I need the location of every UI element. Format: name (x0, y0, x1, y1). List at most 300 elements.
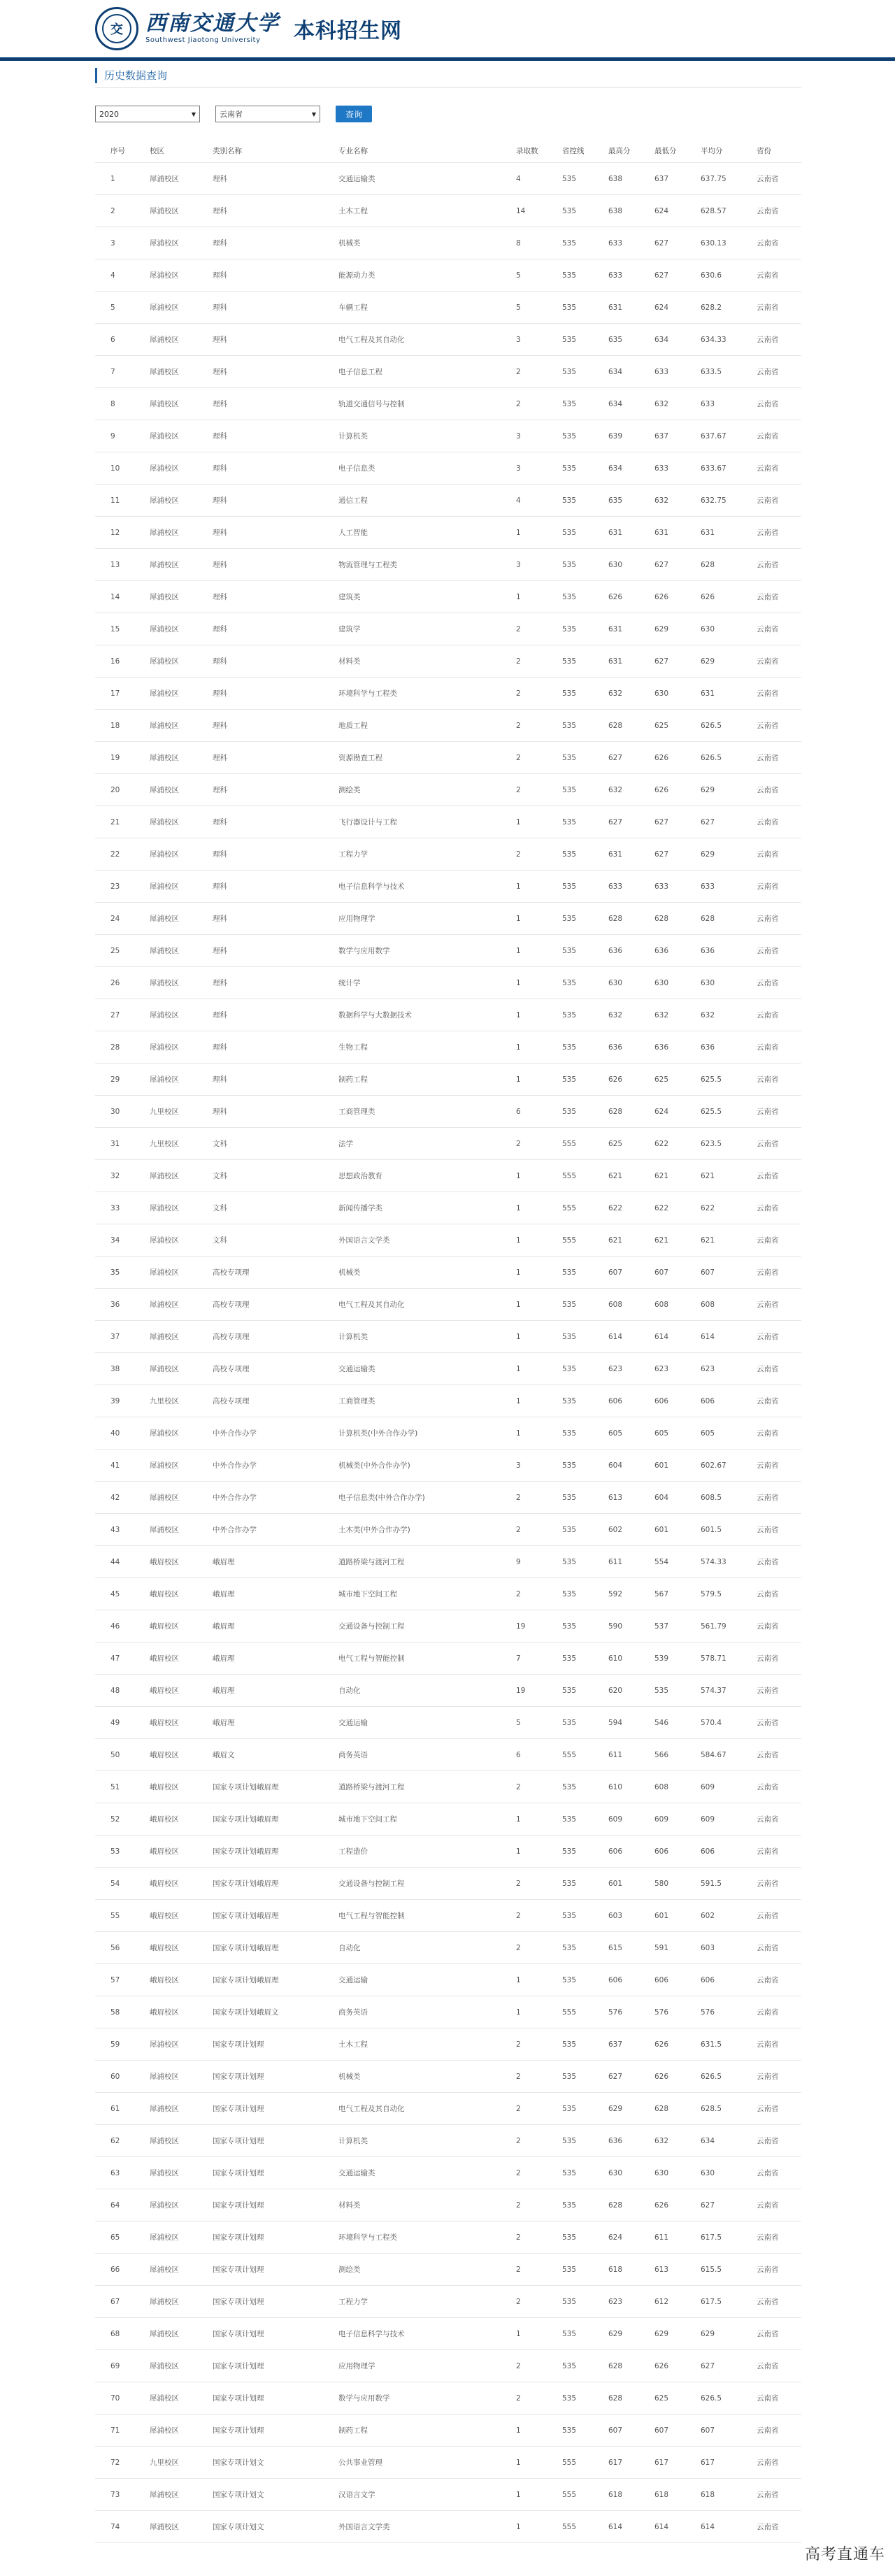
cell-seq: 68 (95, 2318, 134, 2350)
cell-admitted: 19 (501, 1610, 547, 1643)
cell-control-line: 535 (547, 1031, 593, 1064)
cell-campus: 犀浦校区 (134, 549, 197, 581)
cell-major: 机械类 (323, 1257, 501, 1289)
cell-control-line: 535 (547, 1707, 593, 1739)
cell-category: 理科 (197, 903, 323, 935)
cell-seq: 24 (95, 903, 134, 935)
cell-category: 国家专项计划文 (197, 2447, 323, 2479)
cell-min-score: 606 (639, 1385, 685, 1417)
cell-min-score: 537 (639, 1610, 685, 1643)
cell-province: 云南省 (741, 2093, 801, 2125)
cell-seq: 49 (95, 1707, 134, 1739)
cell-avg-score: 630.13 (685, 227, 741, 259)
cell-control-line: 535 (547, 420, 593, 452)
cell-major: 车辆工程 (323, 292, 501, 324)
cell-category: 高校专项理 (197, 1289, 323, 1321)
cell-control-line: 555 (547, 1128, 593, 1160)
cell-admitted: 1 (501, 1964, 547, 1996)
cell-avg-score: 607 (685, 2414, 741, 2447)
cell-min-score: 617 (639, 2447, 685, 2479)
cell-min-score: 626 (639, 742, 685, 774)
cell-admitted: 2 (501, 2189, 547, 2221)
cell-min-score: 604 (639, 1482, 685, 1514)
cell-major: 电子信息类(中外合作办学) (323, 1482, 501, 1514)
cell-category: 国家专项计划峨眉理 (197, 1932, 323, 1964)
cell-seq: 58 (95, 1996, 134, 2028)
cell-major: 电子信息科学与技术 (323, 2318, 501, 2350)
cell-seq: 67 (95, 2286, 134, 2318)
cell-category: 理科 (197, 742, 323, 774)
cell-major: 生物工程 (323, 1031, 501, 1064)
university-logo[interactable] (95, 4, 402, 53)
cell-min-score: 636 (639, 935, 685, 967)
cell-control-line: 535 (547, 163, 593, 195)
cell-campus: 峨眉校区 (134, 1739, 197, 1771)
cell-category: 国家专项计划理 (197, 2286, 323, 2318)
cell-admitted: 1 (501, 1417, 547, 1450)
cell-min-score: 634 (639, 324, 685, 356)
cell-admitted: 1 (501, 1996, 547, 2028)
cell-max-score: 637 (593, 2028, 639, 2061)
cell-category: 高校专项理 (197, 1257, 323, 1289)
cell-control-line: 535 (547, 1321, 593, 1353)
cell-seq: 54 (95, 1868, 134, 1900)
table-row (95, 1643, 801, 1675)
table-row (95, 1482, 801, 1514)
cell-province: 云南省 (741, 2382, 801, 2414)
cell-category: 国家专项计划文 (197, 2511, 323, 2543)
cell-province: 云南省 (741, 2061, 801, 2093)
cell-admitted: 3 (501, 324, 547, 356)
cell-province: 云南省 (741, 645, 801, 678)
cell-province: 云南省 (741, 871, 801, 903)
cell-major: 机械类 (323, 2061, 501, 2093)
cell-max-score: 604 (593, 1450, 639, 1482)
year-select[interactable] (95, 106, 200, 122)
cell-province: 云南省 (741, 613, 801, 645)
cell-campus: 犀浦校区 (134, 324, 197, 356)
cell-province: 云南省 (741, 420, 801, 452)
cell-max-score: 628 (593, 710, 639, 742)
cell-avg-score: 603 (685, 1932, 741, 1964)
table-row (95, 1739, 801, 1771)
cell-avg-score: 621 (685, 1224, 741, 1257)
table-row (95, 2318, 801, 2350)
cell-campus: 犀浦校区 (134, 388, 197, 420)
cell-min-score: 631 (639, 517, 685, 549)
cell-min-score: 591 (639, 1932, 685, 1964)
cell-province: 云南省 (741, 1192, 801, 1224)
cell-control-line: 535 (547, 710, 593, 742)
cell-category: 峨眉理 (197, 1546, 323, 1578)
cell-seq: 34 (95, 1224, 134, 1257)
cell-admitted: 1 (501, 1031, 547, 1064)
cell-control-line: 535 (547, 517, 593, 549)
cell-admitted: 2 (501, 838, 547, 871)
cell-min-score: 622 (639, 1192, 685, 1224)
cell-category: 中外合作办学 (197, 1514, 323, 1546)
cell-max-score: 633 (593, 227, 639, 259)
cell-category: 理科 (197, 838, 323, 871)
table-row (95, 1160, 801, 1192)
column-header-avg-score: 平均分 (685, 138, 741, 163)
cell-major: 电气工程及其自动化 (323, 2093, 501, 2125)
cell-control-line: 555 (547, 2511, 593, 2543)
cell-control-line: 535 (547, 2157, 593, 2189)
cell-avg-score: 631 (685, 678, 741, 710)
table-row (95, 259, 801, 292)
cell-min-score: 601 (639, 1450, 685, 1482)
cell-category: 国家专项计划峨眉理 (197, 1964, 323, 1996)
cell-avg-score: 625.5 (685, 1096, 741, 1128)
cell-min-score: 633 (639, 356, 685, 388)
table-row (95, 1803, 801, 1836)
cell-campus: 犀浦校区 (134, 2157, 197, 2189)
cell-avg-score: 626.5 (685, 2061, 741, 2093)
cell-province: 云南省 (741, 356, 801, 388)
cell-avg-score: 614 (685, 2511, 741, 2543)
cell-category: 理科 (197, 420, 323, 452)
cell-seq: 12 (95, 517, 134, 549)
column-header-province: 省份 (741, 138, 801, 163)
cell-min-score: 621 (639, 1160, 685, 1192)
cell-min-score: 621 (639, 1224, 685, 1257)
cell-province: 云南省 (741, 1771, 801, 1803)
chevron-down-icon: ▼ (191, 110, 196, 117)
cell-major: 工程力学 (323, 2286, 501, 2318)
cell-max-score: 631 (593, 838, 639, 871)
cell-control-line: 535 (547, 2093, 593, 2125)
cell-min-score: 627 (639, 227, 685, 259)
cell-control-line: 535 (547, 2061, 593, 2093)
cell-category: 国家专项计划峨眉理 (197, 1900, 323, 1932)
cell-control-line: 535 (547, 645, 593, 678)
cell-min-score: 601 (639, 1514, 685, 1546)
cell-major: 数据科学与大数据技术 (323, 999, 501, 1031)
cell-campus: 峨眉校区 (134, 1771, 197, 1803)
cell-major: 交通运输类 (323, 163, 501, 195)
cell-avg-score: 628.5 (685, 2093, 741, 2125)
cell-campus: 峨眉校区 (134, 1610, 197, 1643)
table-row (95, 1096, 801, 1128)
year-select-value: 2020 (99, 109, 119, 119)
cell-province: 云南省 (741, 324, 801, 356)
cell-max-score: 613 (593, 1482, 639, 1514)
cell-major: 土木工程 (323, 195, 501, 227)
cell-seq: 19 (95, 742, 134, 774)
cell-category: 国家专项计划理 (197, 2157, 323, 2189)
cell-max-score: 627 (593, 742, 639, 774)
table-row (95, 1385, 801, 1417)
cell-avg-score: 623.5 (685, 1128, 741, 1160)
cell-avg-score: 617 (685, 2447, 741, 2479)
cell-avg-score: 628.2 (685, 292, 741, 324)
cell-category: 国家专项计划峨眉文 (197, 1996, 323, 2028)
cell-max-score: 628 (593, 903, 639, 935)
cell-campus: 犀浦校区 (134, 2511, 197, 2543)
cell-category: 文科 (197, 1192, 323, 1224)
cell-admitted: 1 (501, 2447, 547, 2479)
cell-seq: 14 (95, 581, 134, 613)
cell-province: 云南省 (741, 2189, 801, 2221)
table-row (95, 1964, 801, 1996)
province-select[interactable] (215, 106, 320, 122)
cell-admitted: 2 (501, 1900, 547, 1932)
cell-province: 云南省 (741, 1450, 801, 1482)
cell-province: 云南省 (741, 517, 801, 549)
cell-campus: 犀浦校区 (134, 838, 197, 871)
cell-campus: 九里校区 (134, 2447, 197, 2479)
cell-campus: 犀浦校区 (134, 645, 197, 678)
cell-avg-score: 614 (685, 1321, 741, 1353)
cell-province: 云南省 (741, 2028, 801, 2061)
cell-admitted: 1 (501, 1257, 547, 1289)
table-row (95, 517, 801, 549)
cell-min-score: 629 (639, 2318, 685, 2350)
cell-avg-score: 570.4 (685, 1707, 741, 1739)
cell-campus: 峨眉校区 (134, 1836, 197, 1868)
cell-min-score: 624 (639, 1096, 685, 1128)
cell-campus: 峨眉校区 (134, 1707, 197, 1739)
cell-avg-score: 626.5 (685, 710, 741, 742)
table-row (95, 292, 801, 324)
cell-admitted: 1 (501, 935, 547, 967)
cell-major: 测绘类 (323, 2254, 501, 2286)
cell-avg-score: 627 (685, 2350, 741, 2382)
table-row (95, 2061, 801, 2093)
cell-avg-score: 637.75 (685, 163, 741, 195)
cell-category: 理科 (197, 871, 323, 903)
cell-admitted: 19 (501, 1675, 547, 1707)
cell-category: 理科 (197, 1064, 323, 1096)
cell-category: 理科 (197, 935, 323, 967)
cell-seq: 47 (95, 1643, 134, 1675)
cell-avg-score: 628 (685, 903, 741, 935)
cell-category: 理科 (197, 774, 323, 806)
cell-control-line: 535 (547, 1450, 593, 1482)
cell-admitted: 1 (501, 1803, 547, 1836)
cell-max-score: 631 (593, 517, 639, 549)
cell-major: 交通设备与控制工程 (323, 1868, 501, 1900)
cell-category: 国家专项计划理 (197, 2382, 323, 2414)
cell-min-score: 630 (639, 2157, 685, 2189)
cell-major: 资源勘查工程 (323, 742, 501, 774)
cell-admitted: 1 (501, 806, 547, 838)
cell-max-score: 636 (593, 1031, 639, 1064)
cell-province: 云南省 (741, 1160, 801, 1192)
cell-campus: 犀浦校区 (134, 1482, 197, 1514)
university-name-cn: 西南交通大学 (145, 11, 280, 36)
cell-admitted: 8 (501, 227, 547, 259)
cell-min-score: 612 (639, 2286, 685, 2318)
cell-avg-score: 627 (685, 806, 741, 838)
cell-min-score: 627 (639, 838, 685, 871)
cell-campus: 犀浦校区 (134, 2318, 197, 2350)
cell-min-score: 633 (639, 452, 685, 485)
cell-province: 云南省 (741, 388, 801, 420)
cell-max-score: 617 (593, 2447, 639, 2479)
cell-avg-score: 637.67 (685, 420, 741, 452)
cell-min-score: 625 (639, 2382, 685, 2414)
cell-major: 制药工程 (323, 2414, 501, 2447)
cell-major: 商务英语 (323, 1739, 501, 1771)
cell-major: 土木工程 (323, 2028, 501, 2061)
cell-campus: 犀浦校区 (134, 613, 197, 645)
cell-avg-score: 606 (685, 1964, 741, 1996)
cell-category: 国家专项计划理 (197, 2028, 323, 2061)
cell-admitted: 5 (501, 292, 547, 324)
table-row (95, 1450, 801, 1482)
cell-seq: 62 (95, 2125, 134, 2157)
cell-category: 理科 (197, 292, 323, 324)
table-body (95, 163, 801, 2543)
cell-min-score: 614 (639, 2511, 685, 2543)
cell-avg-score: 576 (685, 1996, 741, 2028)
cell-province: 云南省 (741, 2447, 801, 2479)
cell-province: 云南省 (741, 838, 801, 871)
table-row (95, 2093, 801, 2125)
cell-seq: 70 (95, 2382, 134, 2414)
cell-seq: 17 (95, 678, 134, 710)
cell-province: 云南省 (741, 549, 801, 581)
cell-min-score: 626 (639, 2350, 685, 2382)
cell-category: 高校专项理 (197, 1385, 323, 1417)
cell-avg-score: 629 (685, 774, 741, 806)
cell-max-score: 632 (593, 774, 639, 806)
table-row (95, 163, 801, 195)
cell-seq: 8 (95, 388, 134, 420)
cell-province: 云南省 (741, 227, 801, 259)
province-select-value: 云南省 (220, 110, 243, 119)
cell-avg-score: 636 (685, 1031, 741, 1064)
cell-province: 云南省 (741, 1900, 801, 1932)
cell-control-line: 535 (547, 1546, 593, 1578)
table-row (95, 1675, 801, 1707)
cell-avg-score: 606 (685, 1836, 741, 1868)
cell-avg-score: 591.5 (685, 1868, 741, 1900)
query-button[interactable]: 查询 (336, 106, 372, 122)
cell-major: 新闻传播学类 (323, 1192, 501, 1224)
cell-major: 交通运输 (323, 1964, 501, 1996)
cell-seq: 41 (95, 1450, 134, 1482)
cell-category: 国家专项计划文 (197, 2479, 323, 2511)
cell-min-score: 632 (639, 2125, 685, 2157)
cell-seq: 10 (95, 452, 134, 485)
cell-seq: 59 (95, 2028, 134, 2061)
cell-max-score: 638 (593, 163, 639, 195)
cell-control-line: 535 (547, 613, 593, 645)
cell-province: 云南省 (741, 2511, 801, 2543)
cell-category: 理科 (197, 710, 323, 742)
cell-category: 理科 (197, 485, 323, 517)
cell-province: 云南省 (741, 1353, 801, 1385)
cell-major: 材料类 (323, 2189, 501, 2221)
cell-avg-score: 615.5 (685, 2254, 741, 2286)
cell-control-line: 535 (547, 2028, 593, 2061)
cell-min-score: 567 (639, 1578, 685, 1610)
cell-max-score: 631 (593, 613, 639, 645)
cell-min-score: 632 (639, 485, 685, 517)
cell-max-score: 630 (593, 967, 639, 999)
cell-campus: 犀浦校区 (134, 2061, 197, 2093)
cell-campus: 峨眉校区 (134, 1546, 197, 1578)
cell-province: 云南省 (741, 195, 801, 227)
cell-major: 道路桥梁与渡河工程 (323, 1546, 501, 1578)
cell-seq: 2 (95, 195, 134, 227)
cell-major: 统计学 (323, 967, 501, 999)
cell-category: 国家专项计划理 (197, 2221, 323, 2254)
cell-admitted: 2 (501, 2350, 547, 2382)
cell-avg-score: 574.33 (685, 1546, 741, 1578)
cell-campus: 峨眉校区 (134, 1996, 197, 2028)
cell-campus: 犀浦校区 (134, 2189, 197, 2221)
cell-avg-score: 625.5 (685, 1064, 741, 1096)
table-row (95, 2254, 801, 2286)
cell-campus: 犀浦校区 (134, 1160, 197, 1192)
cell-major: 通信工程 (323, 485, 501, 517)
cell-seq: 5 (95, 292, 134, 324)
cell-province: 云南省 (741, 1031, 801, 1064)
cell-seq: 20 (95, 774, 134, 806)
cell-campus: 峨眉校区 (134, 1964, 197, 1996)
cell-seq: 25 (95, 935, 134, 967)
cell-campus: 犀浦校区 (134, 871, 197, 903)
cell-seq: 35 (95, 1257, 134, 1289)
cell-max-score: 618 (593, 2479, 639, 2511)
cell-campus: 峨眉校区 (134, 1932, 197, 1964)
cell-province: 云南省 (741, 581, 801, 613)
cell-major: 材料类 (323, 645, 501, 678)
cell-max-score: 624 (593, 2221, 639, 2254)
cell-control-line: 535 (547, 549, 593, 581)
cell-control-line: 535 (547, 1964, 593, 1996)
cell-province: 云南省 (741, 2221, 801, 2254)
cell-major: 城市地下空间工程 (323, 1578, 501, 1610)
cell-max-score: 627 (593, 806, 639, 838)
table-row (95, 452, 801, 485)
cell-avg-score: 633.5 (685, 356, 741, 388)
cell-major: 建筑类 (323, 581, 501, 613)
cell-seq: 11 (95, 485, 134, 517)
cell-max-score: 610 (593, 1643, 639, 1675)
cell-category: 理科 (197, 163, 323, 195)
table-row (95, 324, 801, 356)
cell-province: 云南省 (741, 1932, 801, 1964)
cell-admitted: 2 (501, 613, 547, 645)
cell-avg-score: 634 (685, 2125, 741, 2157)
cell-campus: 峨眉校区 (134, 1643, 197, 1675)
cell-major: 飞行器设计与工程 (323, 806, 501, 838)
site-title: 本科招生网 (294, 19, 402, 43)
cell-avg-score: 626 (685, 581, 741, 613)
cell-seq: 57 (95, 1964, 134, 1996)
cell-admitted: 1 (501, 1192, 547, 1224)
cell-seq: 48 (95, 1675, 134, 1707)
cell-max-score: 632 (593, 999, 639, 1031)
cell-min-score: 624 (639, 195, 685, 227)
cell-seq: 74 (95, 2511, 134, 2543)
cell-avg-score: 632.75 (685, 485, 741, 517)
cell-seq: 32 (95, 1160, 134, 1192)
table-row (95, 1932, 801, 1964)
cell-admitted: 3 (501, 549, 547, 581)
cell-admitted: 14 (501, 195, 547, 227)
cell-seq: 63 (95, 2157, 134, 2189)
cell-max-score: 603 (593, 1900, 639, 1932)
cell-control-line: 555 (547, 2447, 593, 2479)
cell-control-line: 535 (547, 2350, 593, 2382)
cell-max-score: 625 (593, 1128, 639, 1160)
